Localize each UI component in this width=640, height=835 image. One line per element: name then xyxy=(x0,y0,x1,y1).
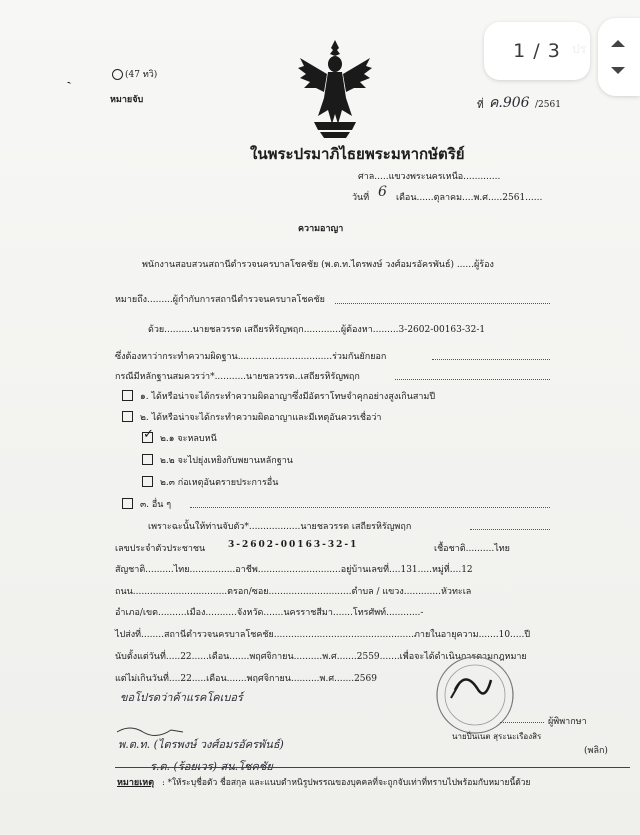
option-2-label: ๒. ได้หรือน่าจะได้กระทำความผิดอาญาและมีเหตุอันควรเชื่อว่า xyxy=(140,413,382,423)
option-2-2-label: ๒.๒ จะไปยุ่งเหยิงกับพยานหลักฐาน xyxy=(160,456,293,466)
judge-name: นายปิ่นเนต สุระนะเรืองสิร xyxy=(452,732,542,741)
judge-label: ผู้พิพากษา xyxy=(548,717,587,727)
option-3-checkbox xyxy=(122,498,133,509)
charge-line-dots xyxy=(432,359,550,360)
to-line-dots xyxy=(335,303,550,304)
option-1-label: ๑. ได้หรือน่าจะได้กระทำความผิดอาญาซึ่งมีอัตราโทษจำคุกอย่างสูงเกินสามปี xyxy=(140,392,436,402)
officer-2-signature: ร.ต. (ร้อยเวร) สน.โชคชัย xyxy=(150,760,273,773)
page-indicator xyxy=(484,22,590,80)
number-year: /2561 xyxy=(535,100,561,110)
nationality-line: สัญชาติ..........ไทย................อาชีพ.............................อยู่บ้านเลขที่....131.....หมู่ที่....12 xyxy=(115,565,473,575)
page-navigation xyxy=(598,18,640,96)
document-title: ในพระปรมาภิไธยพระมหากษัตริย์ xyxy=(250,145,465,163)
road-line: ถนน.................................ตรอก/ซอย.............................ตำบล / แขวง.............หัวทะเล xyxy=(115,587,472,597)
option-1-checkbox xyxy=(122,390,133,401)
garuda-emblem-icon xyxy=(294,36,376,140)
charge-line: ซึ่งต้องหาว่ากระทำความผิดฐาน.................................ร่วมกันยักยอก xyxy=(115,352,387,362)
court-line: ศาล.....แขวงพระนครเหนือ............. xyxy=(358,172,501,182)
because-line: ด้วย..........นายชลวรรต เสถียรหิรัญพฤก.............ผู้ต้องหา.........3-2602-00163-32-1 xyxy=(148,325,486,335)
form-code: (47 ทวิ) xyxy=(125,70,158,80)
id-label: เลขประจำตัวประชาชน xyxy=(115,544,206,554)
judge-signature-dots xyxy=(500,722,544,723)
arrest-order-line: เพราะฉะนั้นให้ท่านจับตัว*..................นายชลวรรต เสถียรหิรัญพฤก xyxy=(148,522,412,532)
option-2-3-checkbox xyxy=(142,476,153,487)
option-3-label: ๓. อื่น ๆ xyxy=(140,500,172,510)
date-prefix: วันที่ xyxy=(352,193,370,203)
valid-until-line: แต่ไม่เกินวันที่....22.....เดือน.......พฤศจิกายน..........พ.ศ.......2569 xyxy=(115,674,377,684)
option-2-checkbox xyxy=(122,411,133,422)
petitioner-line: พนักงานสอบสวนสถานีตำรวจนครบาลโชคชัย (พ.ต.ท.ไตรพงษ์ วงศ์อมรอัครพันธ์) ......ผู้ร้อง xyxy=(142,260,494,270)
form-circle-mark xyxy=(112,69,123,80)
district-line: อำเภอ/เขต..........เมือง...........จังหวัด.......นครราชสีมา.......โทรศัพท์............- xyxy=(115,608,424,618)
evidence-line-dots xyxy=(395,379,550,380)
footnote-divider xyxy=(115,767,630,768)
number-label: ที่ xyxy=(477,100,484,111)
valid-from-line: นับตั้งแต่วันที่.....22......เดือน.......พฤศจิกายน..........พ.ศ.......2559.......เพื่อจะได้ดำเนินการตามกฎหมาย xyxy=(115,652,527,662)
id-value: 3-2602-00163-32-1 xyxy=(228,540,359,550)
to-line: หมายถึง.........ผู้กำกับการสถานีตำรวจนครบาลโชคชัย xyxy=(115,295,325,305)
pen-mark: ˎ xyxy=(60,65,73,86)
evidence-line: กรณีมีหลักฐานสมควรว่า*...........นายชลวรรต..เสถียรหิรัญพฤก xyxy=(115,372,360,382)
option-2-3-label: ๒.๓ ก่อเหตุอันตรายประการอื่น xyxy=(160,478,279,488)
number-value: ค.906 xyxy=(489,95,530,111)
turn-page-label: (พลิก) xyxy=(584,746,608,756)
date-day: 6 xyxy=(378,184,387,200)
arrest-order-dots xyxy=(470,529,550,530)
footnote-text: : *ให้ระบุชื่อตัว ชื่อสกุล และแนบตำหนิรูปพรรณของบุคคลที่จะถูกจับเท่าที่ทราบไปพร้อมกับหมายนี้ด้วย xyxy=(162,778,531,788)
officer-1-signature: พ.ต.ท. (ไตรพงษ์ วงศ์อมรอัครพันธ์) xyxy=(118,738,284,751)
form-name: หมายจับ xyxy=(110,95,144,105)
option-2-1-checkbox xyxy=(142,432,153,443)
court-seal-stamp-icon xyxy=(415,650,535,740)
option-3-dots xyxy=(190,507,550,508)
footnote-label: หมายเหตุ xyxy=(117,778,155,788)
page-down-icon[interactable] xyxy=(610,66,626,76)
page-up-icon[interactable] xyxy=(610,38,626,48)
handwritten-note: ขอโปรดว่าค้าแรคโคเบอร์ xyxy=(120,691,243,704)
race-line: เชื้อชาติ..........ไทย xyxy=(434,544,510,554)
section-title: ความอาญา xyxy=(298,224,344,234)
send-to-line: ไปส่งที่........สถานีตำรวจนครบาลโชคชัย.................................................ภายในอายุความ.......10.....ปี xyxy=(115,630,531,640)
page-indicator-text: 1 / 3 xyxy=(513,40,561,62)
option-2-2-checkbox xyxy=(142,454,153,465)
option-2-1-label: ๒.๑ จะหลบหนี xyxy=(160,434,217,444)
date-rest: เดือน......ตุลาคม....พ.ศ.....2561...... xyxy=(396,193,543,203)
